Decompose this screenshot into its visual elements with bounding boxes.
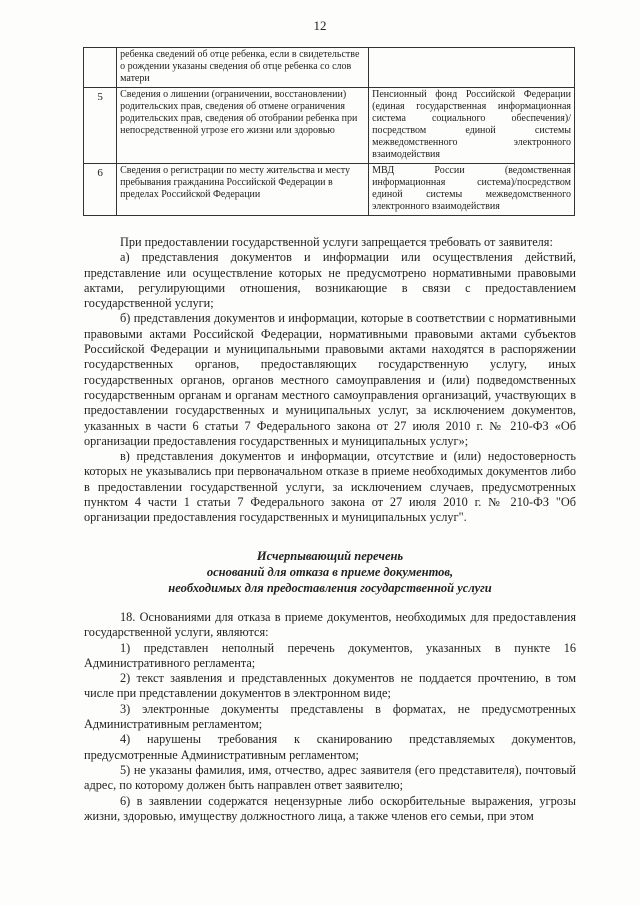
list-item: в) представления документов и информации, отсутствие и (или) недостоверность которых не указывались при первоначальном отказе в приеме необходимых документов либо в предоставлении государственной услуги, за исключением случаев, предусмотренных пунктом 4 части 1 статьи 7 Федерального закона от 27 июля 2010 г. № 210-ФЗ "Об организации предоставления государственных и муниципальных услуг". bbox=[84, 449, 576, 525]
list-item: б) представления документов и информации, которые в соответствии с нормативными правовыми актами Российской Федерации, нормативными правовыми актами субъектов Российской Федерации и муниципальными правовыми актами находятся в распоряжении государственных органов, предоставляющих государственную услугу, иных государственных органов, органов местного самоуправления и (или) подведомственных государственным органам и органам местного самоуправления организаций, участвующих в предоставлении государственных и муниципальных услуг, за исключением документов, указанных в части 6 статьи 7 Федерального закона от 27 июля 2010 г. № 210-ФЗ «Об организации предоставления государственных и муниципальных услуг»; bbox=[84, 311, 576, 448]
row-number bbox=[84, 48, 117, 88]
table-row bbox=[84, 88, 575, 164]
list-item: 6) в заявлении содержатся нецензурные либо оскорбительные выражения, угрозы жизни, здоровью, имуществу должностного лица, а также членов его семьи, при этом bbox=[84, 793, 576, 823]
table-row bbox=[84, 164, 575, 216]
section-heading bbox=[84, 548, 576, 596]
list-item: а) представления документов и информации или осуществления действий, представление или осуществление которых не предусмотрено нормативными правовыми актами, регулирующими отношения, возникающие в связи с предоставлением государственной услуги; bbox=[84, 250, 576, 311]
refusal-grounds-section bbox=[84, 610, 576, 824]
row-number: 5 bbox=[84, 88, 117, 164]
heading-line: оснований для отказа в приеме документов, bbox=[206, 565, 454, 579]
document-source: Пенсионный фонд Российской Федерации (единая государственная информационная система социального обеспечения)/посредством единой системы межведомственного электронного взаимодействия bbox=[369, 88, 575, 164]
document-description: ребенка сведений об отце ребенка, если в свидетельстве о рождении указаны сведения об отце ребенка со слов матери bbox=[117, 48, 369, 88]
list-item: 2) текст заявления и представленных документов не поддается прочтению, в том числе при представлении документов в электронном виде; bbox=[84, 671, 576, 701]
list-item: 3) электронные документы представлены в форматах, не предусмотренных Административным регламентом; bbox=[84, 701, 576, 732]
row-number: 6 bbox=[84, 164, 117, 216]
document-source bbox=[369, 48, 575, 88]
document-description: Сведения о лишении (ограничении, восстановлении) родительских прав, сведения об отмене ограничения родительских прав, сведения об отобрании ребенка при непосредственной угрозе его жизни или здоровью bbox=[117, 88, 369, 164]
list-item: 1) представлен неполный перечень документов, указанных в пункте 16 Административного регламента; bbox=[84, 640, 576, 670]
table-row bbox=[84, 48, 575, 88]
list-item: 5) не указаны фамилия, имя, отчество, адрес заявителя (его представителя), почтовый адрес, по которому должен быть направлен ответ заявителю; bbox=[84, 762, 576, 793]
clause-18-intro: 18. Основаниями для отказа в приеме документов, необходимых для предоставления государственной услуги, являются: bbox=[84, 610, 576, 640]
heading-line: Исчерпывающий перечень bbox=[256, 549, 404, 563]
document-description: Сведения о регистрации по месту жительства и месту пребывания гражданина Российской Федерации в пределах Российской Федерации bbox=[117, 164, 369, 216]
section-intro: При предоставлении государственной услуги запрещается требовать от заявителя: bbox=[120, 235, 553, 249]
page-number: 12 bbox=[313, 18, 327, 33]
list-item: 4) нарушены требования к сканированию представляемых документов, предусмотренные Административным регламентом; bbox=[84, 732, 576, 762]
heading-line: необходимых для предоставления государственной услуги bbox=[168, 581, 492, 595]
prohibited-requirements-section bbox=[84, 235, 576, 526]
document-source: МВД России (ведомственная информационная система)/посредством единой системы межведомственного электронного взаимодействия bbox=[369, 164, 575, 216]
documents-table bbox=[83, 47, 575, 216]
